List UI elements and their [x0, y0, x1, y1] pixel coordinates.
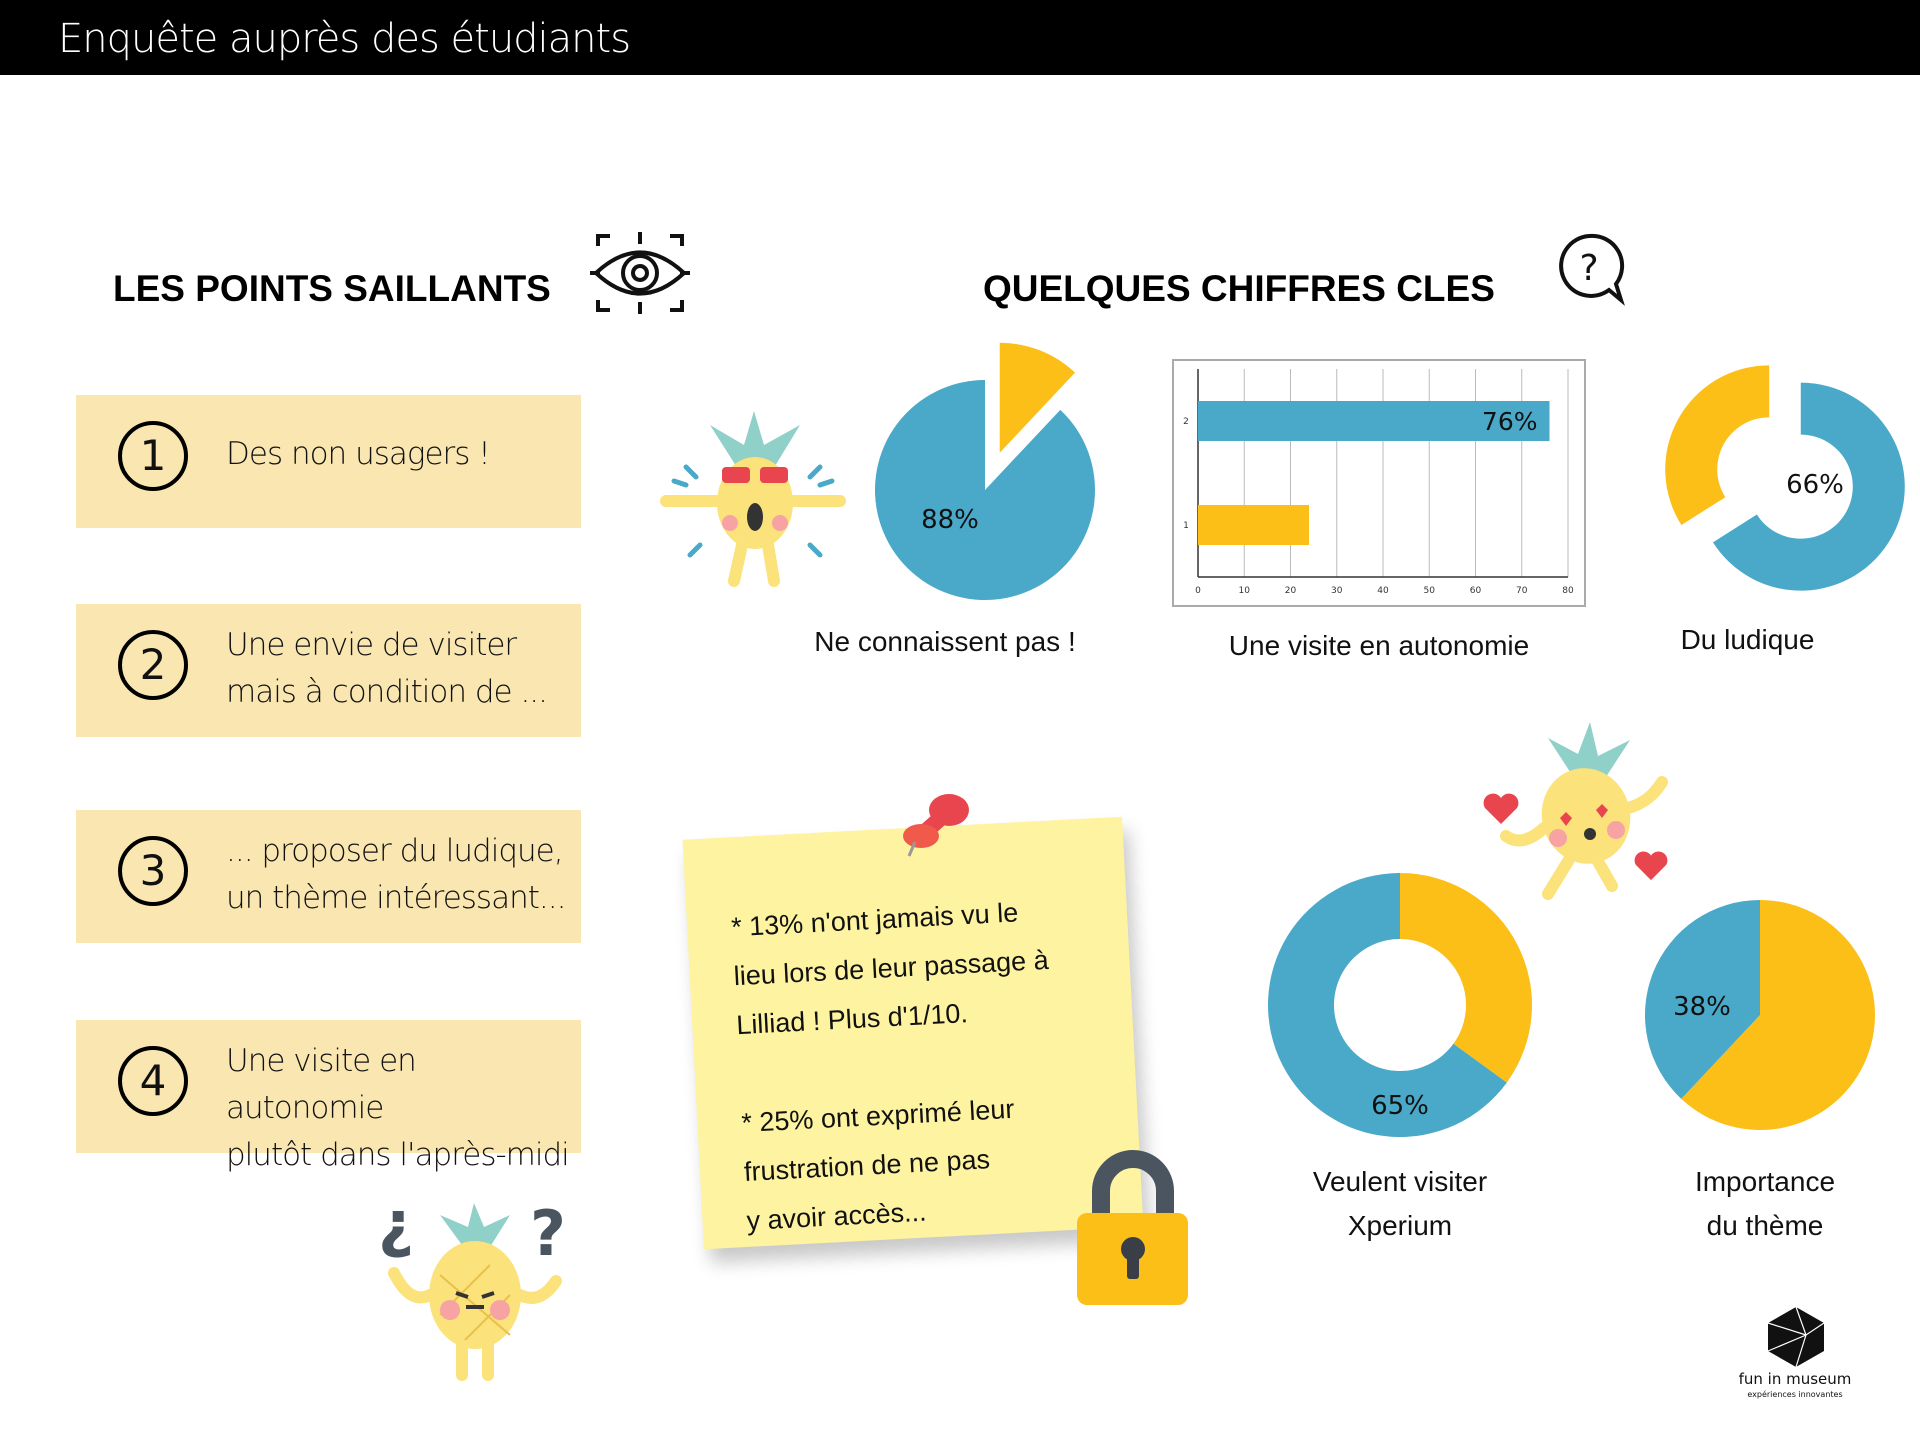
- slice-label: 65%: [1371, 1091, 1429, 1121]
- pushpin-icon: [895, 790, 975, 860]
- point-number: 4: [118, 1046, 188, 1116]
- chart-pie-theme: [1640, 895, 1880, 1135]
- x-tick-label: 70: [1516, 586, 1528, 596]
- slice-label: 88%: [921, 505, 979, 535]
- point-item-4: [76, 1020, 581, 1173]
- chart-bar-autonomie: [1172, 359, 1586, 607]
- chart-caption: Une visite en autonomie: [1228, 630, 1530, 661]
- chart-caption: Veulent visiter Xperium: [1312, 1166, 1488, 1241]
- x-tick-label: 30: [1331, 586, 1343, 596]
- y-tick-label: 1: [1183, 521, 1189, 531]
- pineapple-surprised-icon: [660, 405, 850, 590]
- chart-caption: Du ludique: [1680, 624, 1815, 655]
- logo-tagline: expériences innovantes: [1747, 1390, 1843, 1399]
- point-item-1: [76, 395, 581, 528]
- x-tick-label: 10: [1238, 586, 1250, 596]
- pie-slice: [1665, 365, 1769, 525]
- x-tick-label: 50: [1423, 586, 1435, 596]
- slice-label: 38%: [1673, 992, 1731, 1022]
- bar-value-label: 76%: [1481, 407, 1538, 436]
- x-tick-label: 0: [1195, 586, 1201, 596]
- svg-text:¿: ¿: [378, 1187, 414, 1260]
- point-item-2: [76, 604, 581, 737]
- chart-donut-ludique: [1660, 358, 1920, 598]
- heart-icon: [1482, 792, 1520, 826]
- logo-name: fun in museum: [1738, 1370, 1852, 1388]
- heart-icon: [1633, 850, 1669, 882]
- pie-slice: [875, 380, 1095, 600]
- chart-caption: Ne connaissent pas !: [814, 626, 1076, 657]
- svg-text:?: ?: [1579, 248, 1599, 289]
- eye-target-icon: [590, 232, 690, 314]
- point-number: 2: [118, 630, 188, 700]
- section-title-figures: QUELQUES CHIFFRES CLES: [983, 268, 1495, 309]
- point-number: 3: [118, 836, 188, 906]
- point-text: Une envie de visiter mais à condition de ...: [226, 627, 548, 710]
- x-tick-label: 80: [1562, 586, 1574, 596]
- chart-donut-xperium: [1265, 870, 1535, 1140]
- point-item-3: [76, 810, 581, 943]
- cube-logo-icon: [1766, 1305, 1826, 1369]
- x-tick-label: 60: [1469, 586, 1482, 596]
- x-tick-label: 20: [1284, 586, 1297, 596]
- page-title: Enquête auprès des étudiants: [58, 16, 631, 62]
- chart-caption: Importance du thème: [1694, 1166, 1836, 1241]
- slice-label: 66%: [1786, 470, 1844, 500]
- padlock-icon: [1075, 1145, 1190, 1307]
- question-bubble-icon: [1553, 232, 1625, 304]
- svg-text:?: ?: [530, 1197, 566, 1270]
- section-title-points: LES POINTS SAILLANTS: [113, 268, 551, 309]
- point-text: Des non usagers !: [226, 436, 490, 472]
- x-tick-label: 40: [1377, 586, 1389, 596]
- point-text: ... proposer du ludique, un thème intéressant...: [226, 833, 566, 916]
- chart-pie-ne-connaissent-pas: [860, 330, 1120, 620]
- header-bar: [0, 0, 1920, 75]
- point-number: 1: [118, 421, 188, 491]
- pineapple-confused-icon: [370, 1185, 580, 1385]
- y-tick-label: 2: [1183, 417, 1189, 427]
- pie-slice: [1400, 873, 1532, 1083]
- point-text: Une visite en autonomie plutôt dans l'après-midi: [226, 1043, 569, 1173]
- bar: [1198, 505, 1309, 545]
- note-text: * 13% n'ont jamais vu le lieu lors de leur passage à Lilliad ! Plus d'1/10. * 25% ont exprimé leur frustration de ne pas y avoir accès...: [730, 897, 1050, 1236]
- chart-frame: [1173, 360, 1585, 606]
